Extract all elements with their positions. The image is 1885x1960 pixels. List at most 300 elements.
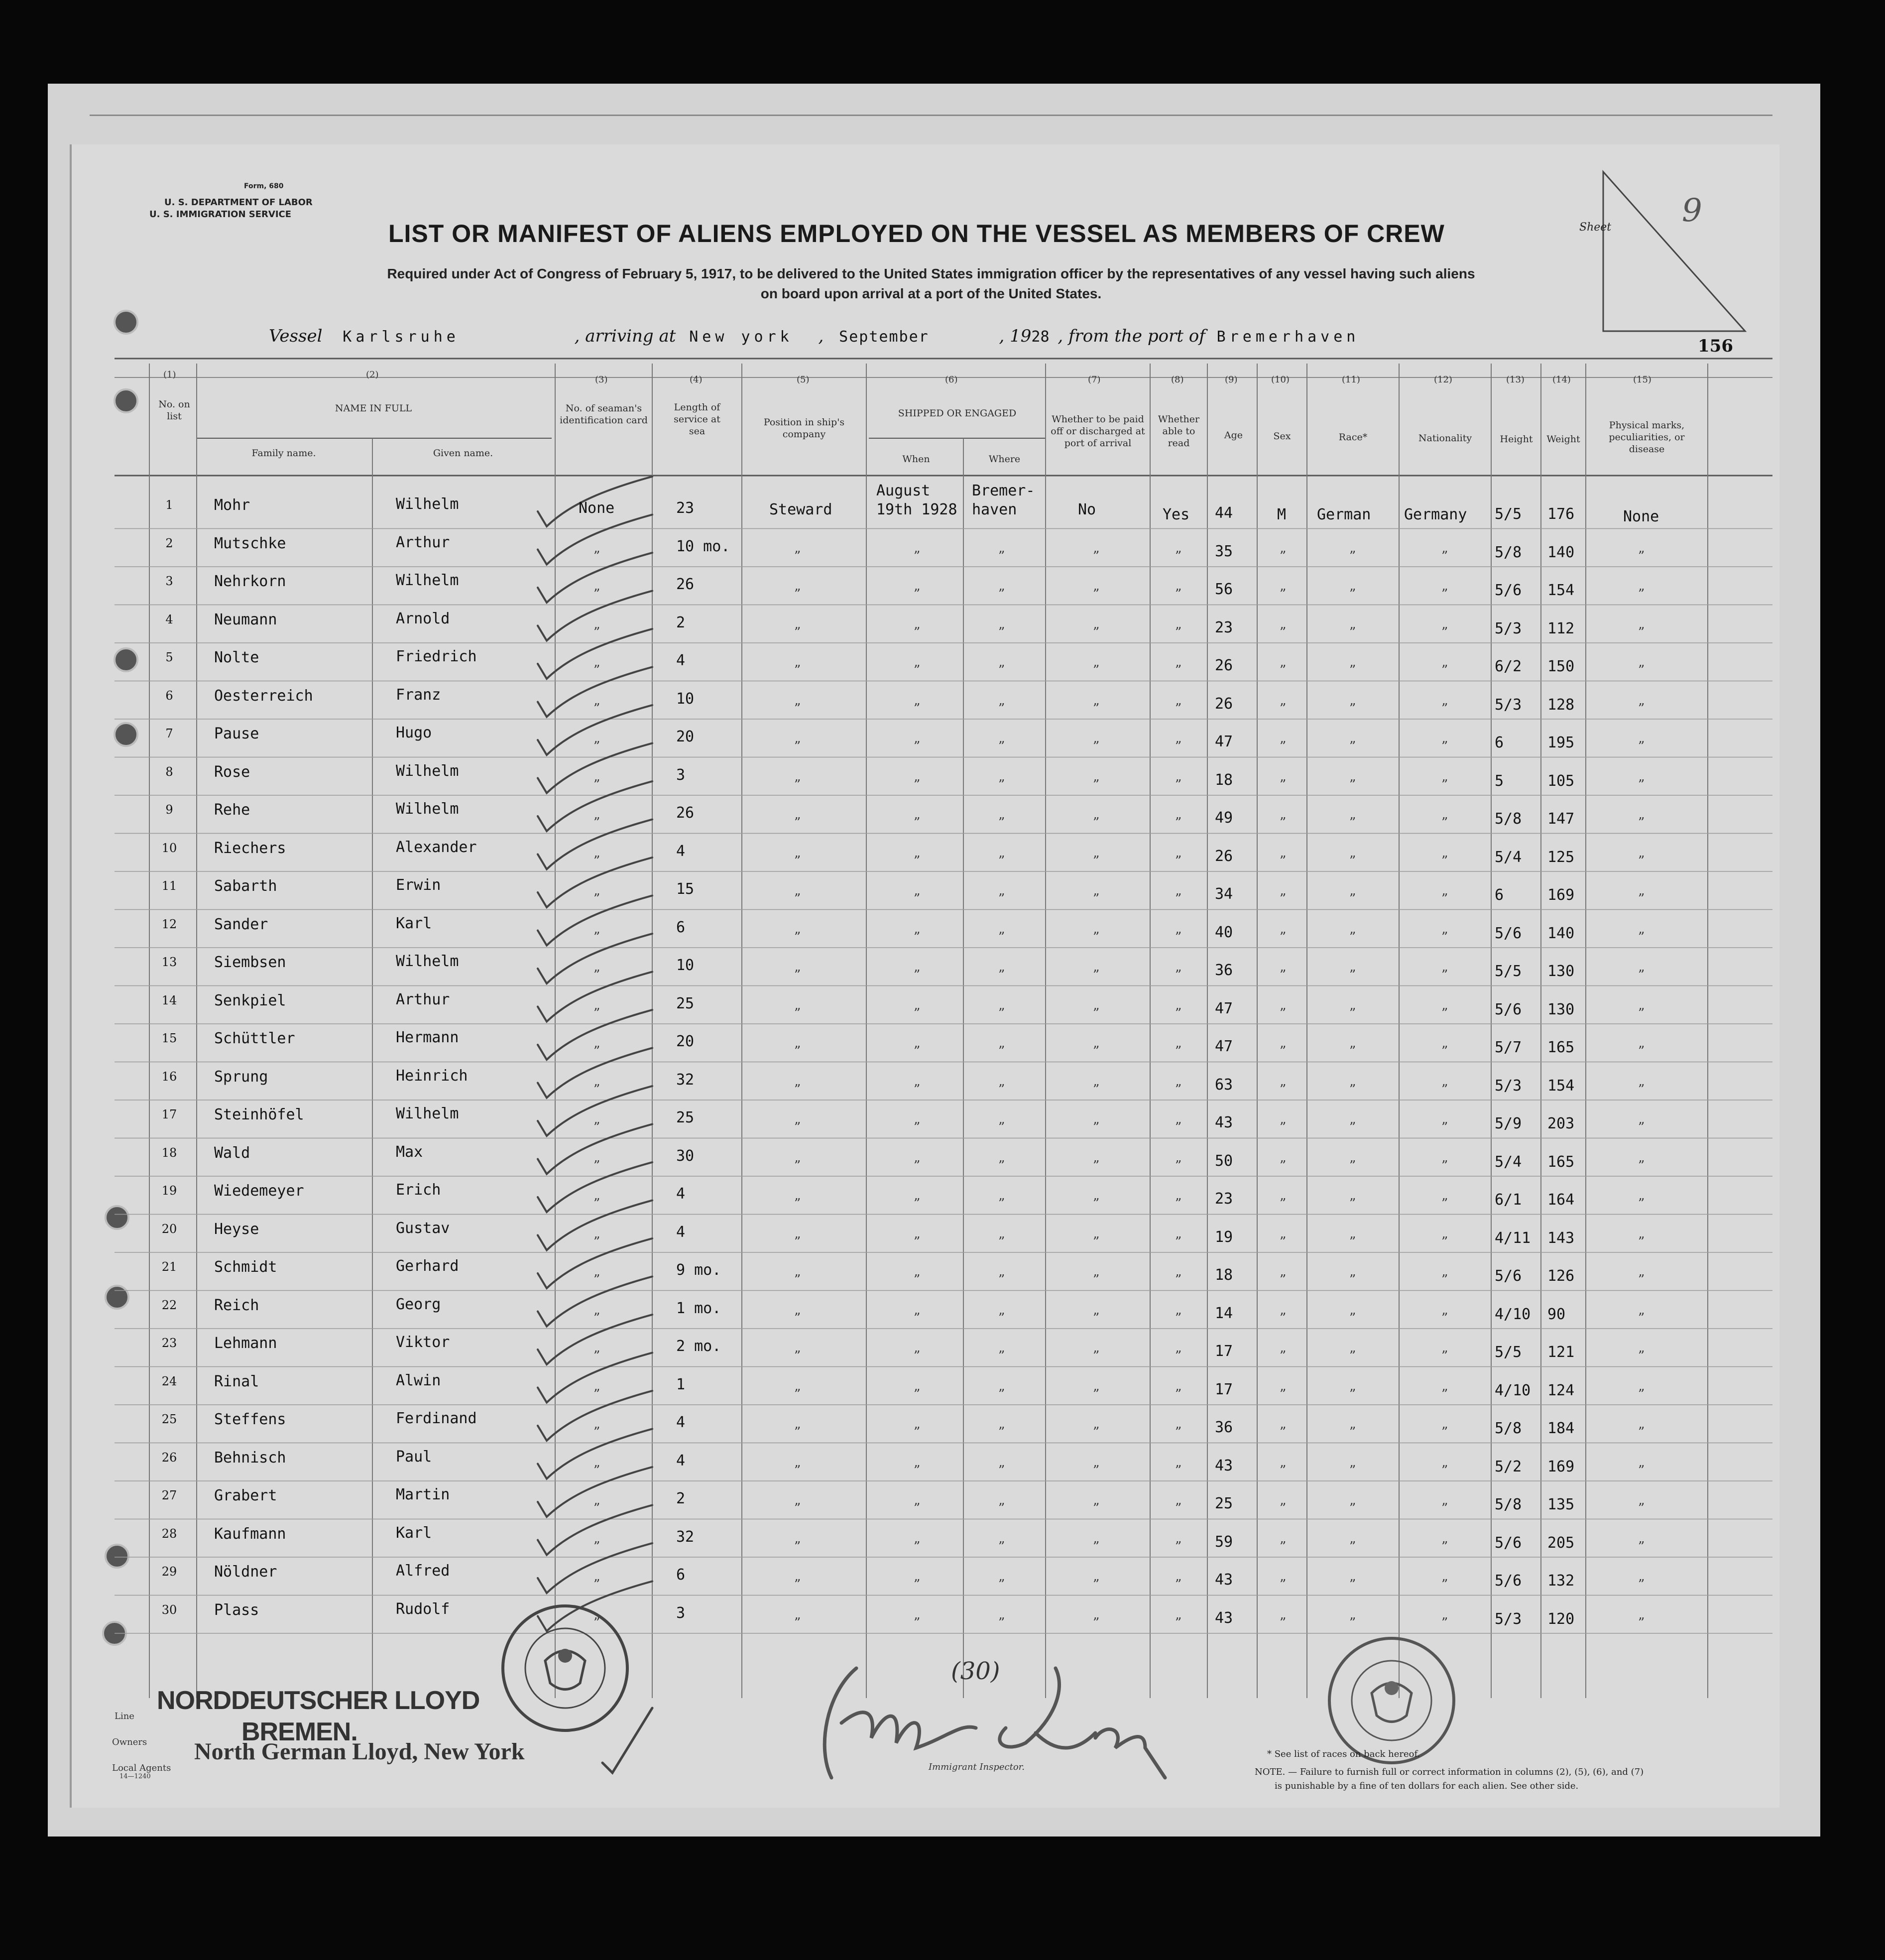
col-13-label: Height <box>1500 434 1533 445</box>
ditto-mark: ” <box>998 853 1005 868</box>
ditto-mark: ” <box>794 1158 801 1173</box>
ditto-mark: ” <box>1441 1386 1448 1402</box>
given-name: Karl <box>396 1524 432 1542</box>
given-name: Wilhelm <box>396 495 459 513</box>
ditto-mark: ” <box>914 663 921 678</box>
ditto-mark: ” <box>1441 815 1448 830</box>
age: 49 <box>1215 809 1233 827</box>
sheet-number: 9 <box>1682 192 1702 229</box>
ditto-mark: ” <box>1175 1196 1182 1211</box>
ditto-mark: ” <box>914 587 921 602</box>
ditto-mark: ” <box>593 1234 600 1249</box>
ditto-mark: ” <box>593 1577 600 1592</box>
ditto-mark: ” <box>998 1272 1005 1287</box>
age: 63 <box>1215 1076 1233 1094</box>
weight: 169 <box>1547 886 1575 904</box>
family-name: Schüttler <box>214 1030 295 1047</box>
ditto-mark: ” <box>998 1158 1005 1173</box>
ditto-mark: ” <box>1280 1539 1287 1554</box>
col-9-label: Age <box>1224 430 1243 441</box>
family-name: Oesterreich <box>214 687 313 705</box>
col-1-num: (1) <box>163 369 176 380</box>
col-5-label: Position in ship's company <box>763 417 845 440</box>
given-name: Gerhard <box>396 1257 459 1275</box>
ditto-mark: ” <box>1441 1615 1448 1630</box>
ditto-mark: ” <box>1441 1501 1448 1516</box>
given-name: Wilhelm <box>396 1105 459 1122</box>
ditto-mark: ” <box>1093 968 1100 982</box>
given-name: Arnold <box>396 610 450 627</box>
ditto-mark: ” <box>1349 739 1356 754</box>
age: 17 <box>1215 1380 1233 1398</box>
ditto-mark: ” <box>1349 1310 1356 1326</box>
ditto-mark: ” <box>1280 624 1287 640</box>
ditto-mark: ” <box>1638 663 1645 678</box>
row-number: 18 <box>161 1145 177 1160</box>
ditto-mark: ” <box>1093 1386 1100 1402</box>
ditto-mark: ” <box>794 929 801 945</box>
ditto-mark: ” <box>1441 1082 1448 1097</box>
col-10-label: Sex <box>1273 431 1291 442</box>
ditto-mark: ” <box>998 739 1005 754</box>
weight: 143 <box>1547 1229 1575 1247</box>
ditto-mark: ” <box>914 1463 921 1478</box>
ditto-mark: ” <box>1093 587 1100 602</box>
ditto-mark: ” <box>914 1120 921 1135</box>
col-8-num: (8) <box>1171 374 1184 385</box>
ditto-mark: ” <box>1175 1310 1182 1326</box>
weight: 154 <box>1547 1077 1575 1095</box>
given-name: Alexander <box>396 838 477 856</box>
family-name: Grabert <box>214 1487 277 1504</box>
ditto-mark: ” <box>593 1005 600 1021</box>
ditto-mark: ” <box>914 1158 921 1173</box>
given-name: Georg <box>396 1295 441 1313</box>
ditto-mark: ” <box>794 548 801 564</box>
ditto-mark: ” <box>1441 968 1448 982</box>
ditto-mark: ” <box>1093 929 1100 945</box>
ditto-mark: ” <box>1441 587 1448 602</box>
given-name: Gustav <box>396 1219 450 1237</box>
service-length: 1 mo. <box>676 1299 721 1317</box>
ditto-mark: ” <box>1349 1005 1356 1021</box>
ditto-mark: ” <box>914 1196 921 1211</box>
ditto-mark: ” <box>998 1463 1005 1478</box>
ditto-mark: ” <box>1441 663 1448 678</box>
ditto-mark: ” <box>794 1082 801 1097</box>
ditto-mark: ” <box>914 853 921 868</box>
ditto-mark: ” <box>914 739 921 754</box>
row-number: 17 <box>161 1107 177 1121</box>
ditto-mark: ” <box>1349 968 1356 982</box>
ditto-mark: ” <box>1349 1615 1356 1630</box>
row-number: 7 <box>165 727 173 740</box>
service-length: 23 <box>676 499 695 517</box>
service-name: U. S. IMMIGRATION SERVICE <box>149 209 292 220</box>
ditto-mark: ” <box>1093 1348 1100 1363</box>
given-name: Paul <box>396 1448 432 1466</box>
age: 35 <box>1215 542 1233 560</box>
given-name: Arthur <box>396 990 450 1008</box>
ditto-mark: ” <box>1638 815 1645 830</box>
ditto-mark: ” <box>593 1044 600 1059</box>
weight: 184 <box>1547 1420 1575 1437</box>
ditto-mark: ” <box>1093 1501 1100 1516</box>
weight: 195 <box>1547 734 1575 751</box>
age: 47 <box>1215 733 1233 750</box>
ditto-mark: ” <box>1093 548 1100 564</box>
family-name: Mohr <box>214 496 250 514</box>
weight: 121 <box>1547 1344 1575 1361</box>
col-3-num: (3) <box>595 374 608 385</box>
ditto-mark: ” <box>1175 1005 1182 1021</box>
races-note: * See list of races on back hereof. <box>1267 1749 1420 1759</box>
row-number: 23 <box>161 1336 177 1350</box>
weight: 154 <box>1547 582 1575 599</box>
age: 47 <box>1215 999 1233 1017</box>
ditto-mark: ” <box>914 815 921 830</box>
weight: 203 <box>1547 1115 1575 1132</box>
given-name: Max <box>396 1143 423 1161</box>
service-length: 30 <box>676 1147 695 1165</box>
age: 36 <box>1215 962 1233 979</box>
given-name: Erwin <box>396 876 441 894</box>
ditto-mark: ” <box>998 929 1005 945</box>
height: 5/3 <box>1495 1610 1522 1628</box>
ditto-mark: ” <box>1175 739 1182 754</box>
age: 26 <box>1215 657 1233 674</box>
ditto-mark: ” <box>998 701 1005 716</box>
ditto-mark: ” <box>998 1005 1005 1021</box>
immigrant-inspector-label: Immigrant Inspector. <box>929 1762 1025 1772</box>
ditto-mark: ” <box>914 624 921 640</box>
ditto-mark: ” <box>998 1310 1005 1326</box>
ditto-mark: ” <box>1638 853 1645 868</box>
ditto-mark: ” <box>1093 1005 1100 1021</box>
ditto-mark: ” <box>998 968 1005 982</box>
check-mark-footer <box>597 1703 657 1778</box>
ditto-mark: ” <box>794 739 801 754</box>
col-2-label: NAME IN FULL <box>335 403 412 414</box>
ditto-mark: ” <box>1349 1044 1356 1059</box>
family-name: Sprung <box>214 1068 268 1086</box>
line-label: Line <box>115 1711 134 1721</box>
ditto-mark: ” <box>1175 548 1182 564</box>
weight: 128 <box>1547 696 1575 714</box>
subtitle-line-1: Required under Act of Congress of February 5, 1917, to be delivered to the United States immigration officer by the representatives of any vessel having such aliens <box>387 266 1475 281</box>
ditto-mark: ” <box>593 815 600 830</box>
ditto-mark: ” <box>1175 1272 1182 1287</box>
ditto-mark: ” <box>794 1272 801 1287</box>
ditto-mark: ” <box>1349 1196 1356 1211</box>
ditto-mark: ” <box>1638 1539 1645 1554</box>
height: 4/10 <box>1495 1305 1531 1323</box>
ditto-mark: ” <box>1280 1272 1287 1287</box>
height: 4/11 <box>1495 1229 1531 1247</box>
ditto-mark: ” <box>1175 624 1182 640</box>
ditto-mark: ” <box>1349 853 1356 868</box>
ditto-mark: ” <box>1441 1158 1448 1173</box>
ditto-mark: ” <box>1175 587 1182 602</box>
position-value: Steward <box>769 501 832 518</box>
ditto-mark: ” <box>998 1082 1005 1097</box>
ditto-mark: ” <box>1175 1577 1182 1592</box>
ditto-mark: ” <box>1638 1615 1645 1630</box>
ditto-mark: ” <box>914 548 921 564</box>
age: 36 <box>1215 1419 1233 1436</box>
height: 5/4 <box>1495 848 1522 866</box>
service-length: 3 <box>676 766 686 784</box>
ditto-mark: ” <box>593 1463 600 1478</box>
row-number: 13 <box>161 955 177 969</box>
penalty-note-2: is punishable by a fine of ten dollars for each alien. See other side. <box>1275 1781 1579 1791</box>
ditto-mark: ” <box>1175 1348 1182 1363</box>
ditto-mark: ” <box>1441 624 1448 640</box>
family-name: Rinal <box>214 1372 259 1390</box>
ditto-mark: ” <box>914 1425 921 1440</box>
row-number: 21 <box>161 1260 177 1274</box>
ditto-mark: ” <box>1280 968 1287 982</box>
owners-label: Owners <box>112 1737 147 1747</box>
ditto-mark: ” <box>593 853 600 868</box>
height: 5/9 <box>1495 1115 1522 1132</box>
ditto-mark: ” <box>1175 777 1182 792</box>
ditto-mark: ” <box>1349 1158 1356 1173</box>
ditto-mark: ” <box>593 1310 600 1326</box>
arrival-port: New york <box>689 328 793 346</box>
height: 5/3 <box>1495 696 1522 714</box>
ditto-mark: ” <box>593 1615 600 1630</box>
given-name: Friedrich <box>396 648 477 665</box>
ditto-mark: ” <box>1280 1158 1287 1173</box>
weight: 135 <box>1547 1496 1575 1513</box>
height: 5/5 <box>1495 1344 1522 1361</box>
height: 5/4 <box>1495 1153 1522 1171</box>
row-number: 11 <box>161 879 177 893</box>
ditto-mark: ” <box>1280 663 1287 678</box>
height: 5/6 <box>1495 924 1522 942</box>
ditto-mark: ” <box>914 1044 921 1059</box>
service-length: 6 <box>676 1566 686 1584</box>
ditto-mark: ” <box>794 1234 801 1249</box>
ditto-mark: ” <box>998 1539 1005 1554</box>
height: 5/6 <box>1495 1534 1522 1552</box>
given-name: Wilhelm <box>396 953 459 970</box>
weight: 140 <box>1547 924 1575 942</box>
row-number: 30 <box>161 1602 177 1617</box>
form-number: Form, 680 <box>244 182 284 190</box>
row-number: 26 <box>161 1450 177 1465</box>
ditto-mark: ” <box>1441 739 1448 754</box>
col-10-num: (10) <box>1271 374 1290 385</box>
col-15-label: Physical marks, peculiarities, or disease <box>1609 420 1685 455</box>
ditto-mark: ” <box>1175 1120 1182 1135</box>
ditto-mark: ” <box>1638 739 1645 754</box>
ditto-mark: ” <box>1280 1501 1287 1516</box>
col-14-num: (14) <box>1552 374 1571 385</box>
ditto-mark: ” <box>794 624 801 640</box>
col-6-num: (6) <box>945 374 958 385</box>
age: 44 <box>1215 504 1233 522</box>
line-name: NORDDEUTSCHER LLOYD <box>157 1686 480 1715</box>
weight: 164 <box>1547 1191 1575 1209</box>
weight: 205 <box>1547 1534 1575 1552</box>
ditto-mark: ” <box>1441 1272 1448 1287</box>
col-2-num: (2) <box>366 369 379 380</box>
ditto-mark: ” <box>1175 1158 1182 1173</box>
ditto-mark: ” <box>1638 1044 1645 1059</box>
page-title: LIST OR MANIFEST OF ALIENS EMPLOYED ON THE VESSEL AS MEMBERS OF CREW <box>388 220 1445 247</box>
row-number: 8 <box>165 764 173 779</box>
ditto-mark: ” <box>1280 548 1287 564</box>
shipped-where-line-2: haven <box>972 501 1017 518</box>
shipped-when-line-2: 19th 1928 <box>876 501 957 518</box>
ditto-mark: ” <box>1638 1005 1645 1021</box>
height: 6/1 <box>1495 1191 1522 1209</box>
ditto-mark: ” <box>1280 777 1287 792</box>
family-name: Siembsen <box>214 954 286 971</box>
row-number: 9 <box>165 803 173 817</box>
ditto-mark: ” <box>794 968 801 982</box>
col-7-num: (7) <box>1088 374 1101 385</box>
ditto-mark: ” <box>1349 624 1356 640</box>
height: 5/3 <box>1495 619 1522 637</box>
age: 18 <box>1215 771 1233 789</box>
ditto-mark: ” <box>593 739 600 754</box>
service-length: 15 <box>676 880 695 898</box>
ditto-mark: ” <box>1638 587 1645 602</box>
ditto-mark: ” <box>593 1539 600 1554</box>
age: 23 <box>1215 618 1233 636</box>
ditto-mark: ” <box>1441 777 1448 792</box>
ditto-mark: ” <box>998 1234 1005 1249</box>
ditto-mark: ” <box>1638 968 1645 982</box>
local-agents: North German Lloyd, New York <box>194 1738 525 1765</box>
ditto-mark: ” <box>1349 1120 1356 1135</box>
service-length: 3 <box>676 1604 686 1622</box>
vessel-name: Karlsruhe <box>343 328 460 346</box>
family-name: Plass <box>214 1601 259 1619</box>
ditto-mark: ” <box>1175 891 1182 906</box>
ditto-mark: ” <box>914 701 921 716</box>
col-12-label: Nationality <box>1418 433 1472 444</box>
weight: 165 <box>1547 1039 1575 1056</box>
comma: , <box>818 326 824 346</box>
weight: 150 <box>1547 658 1575 675</box>
ditto-mark: ” <box>998 1386 1005 1402</box>
ditto-mark: ” <box>1638 1158 1645 1173</box>
height: 5/3 <box>1495 1077 1522 1095</box>
ditto-mark: ” <box>794 1386 801 1402</box>
height: 5 <box>1495 772 1504 790</box>
ditto-mark: ” <box>1441 1425 1448 1440</box>
weight: 112 <box>1547 619 1575 637</box>
ditto-mark: ” <box>593 1120 600 1135</box>
given-name: Hugo <box>396 724 432 741</box>
ditto-mark: ” <box>593 1501 600 1516</box>
row-number: 5 <box>165 650 173 664</box>
vessel-label: Vessel <box>269 326 323 346</box>
ditto-mark: ” <box>998 1615 1005 1630</box>
ditto-mark: ” <box>794 1310 801 1326</box>
height: 5/8 <box>1495 810 1522 828</box>
ditto-mark: ” <box>1638 1196 1645 1211</box>
given-name: Heinrich <box>396 1067 468 1085</box>
age: 34 <box>1215 885 1233 903</box>
service-length: 4 <box>676 1414 686 1431</box>
col-11-label: Race* <box>1338 432 1368 443</box>
ditto-mark: ” <box>593 587 600 602</box>
service-length: 25 <box>676 994 695 1012</box>
ditto-mark: ” <box>1441 1196 1448 1211</box>
weight: 165 <box>1547 1153 1575 1171</box>
ditto-mark: ” <box>998 1425 1005 1440</box>
height: 6 <box>1495 886 1504 904</box>
ditto-mark: ” <box>1093 1425 1100 1440</box>
row-number: 29 <box>161 1565 177 1579</box>
ditto-mark: ” <box>914 891 921 906</box>
ditto-mark: ” <box>794 1463 801 1478</box>
row-number: 22 <box>161 1298 177 1312</box>
family-name: Mutschke <box>214 534 286 552</box>
family-name: Rose <box>214 763 250 781</box>
sheet-label: Sheet <box>1579 221 1612 234</box>
ditto-mark: ” <box>1280 1463 1287 1478</box>
ditto-mark: ” <box>593 777 600 792</box>
ditto-mark: ” <box>1349 1577 1356 1592</box>
ditto-mark: ” <box>1441 1044 1448 1059</box>
ditto-mark: ” <box>998 587 1005 602</box>
ditto-mark: ” <box>593 1196 600 1211</box>
ditto-mark: ” <box>1093 624 1100 640</box>
ditto-mark: ” <box>998 891 1005 906</box>
given-name: Hermann <box>396 1029 459 1046</box>
ditto-mark: ” <box>794 777 801 792</box>
ditto-mark: ” <box>1441 701 1448 716</box>
weight: 126 <box>1547 1267 1575 1285</box>
row-number: 1 <box>165 498 173 512</box>
weight: 105 <box>1547 772 1575 790</box>
ditto-mark: ” <box>914 1272 921 1287</box>
service-length: 1 <box>676 1375 686 1393</box>
given-name: Ferdinand <box>396 1410 477 1427</box>
row-number: 14 <box>161 993 177 1007</box>
age: 26 <box>1215 847 1233 865</box>
service-length: 4 <box>676 652 686 669</box>
ditto-mark: ” <box>998 548 1005 564</box>
family-name: Sabarth <box>214 877 277 895</box>
family-name: Sander <box>214 915 268 933</box>
ditto-mark: ” <box>1638 1120 1645 1135</box>
ditto-mark: ” <box>998 1501 1005 1516</box>
service-length: 2 mo. <box>676 1338 721 1355</box>
height: 5/2 <box>1495 1458 1522 1475</box>
ditto-mark: ” <box>1638 1386 1645 1402</box>
given-name: Wilhelm <box>396 572 459 589</box>
ditto-mark: ” <box>794 1615 801 1630</box>
weight: 90 <box>1547 1305 1566 1323</box>
age: 43 <box>1215 1571 1233 1589</box>
ditto-mark: ” <box>1280 701 1287 716</box>
ditto-mark: ” <box>1093 1120 1100 1135</box>
page-number: 156 <box>1698 336 1733 356</box>
ditto-mark: ” <box>1349 777 1356 792</box>
weight: 130 <box>1547 1000 1575 1018</box>
ditto-mark: ” <box>1441 1005 1448 1021</box>
ditto-mark: ” <box>1349 1348 1356 1363</box>
ditto-mark: ” <box>593 701 600 716</box>
weight: 124 <box>1547 1381 1575 1399</box>
